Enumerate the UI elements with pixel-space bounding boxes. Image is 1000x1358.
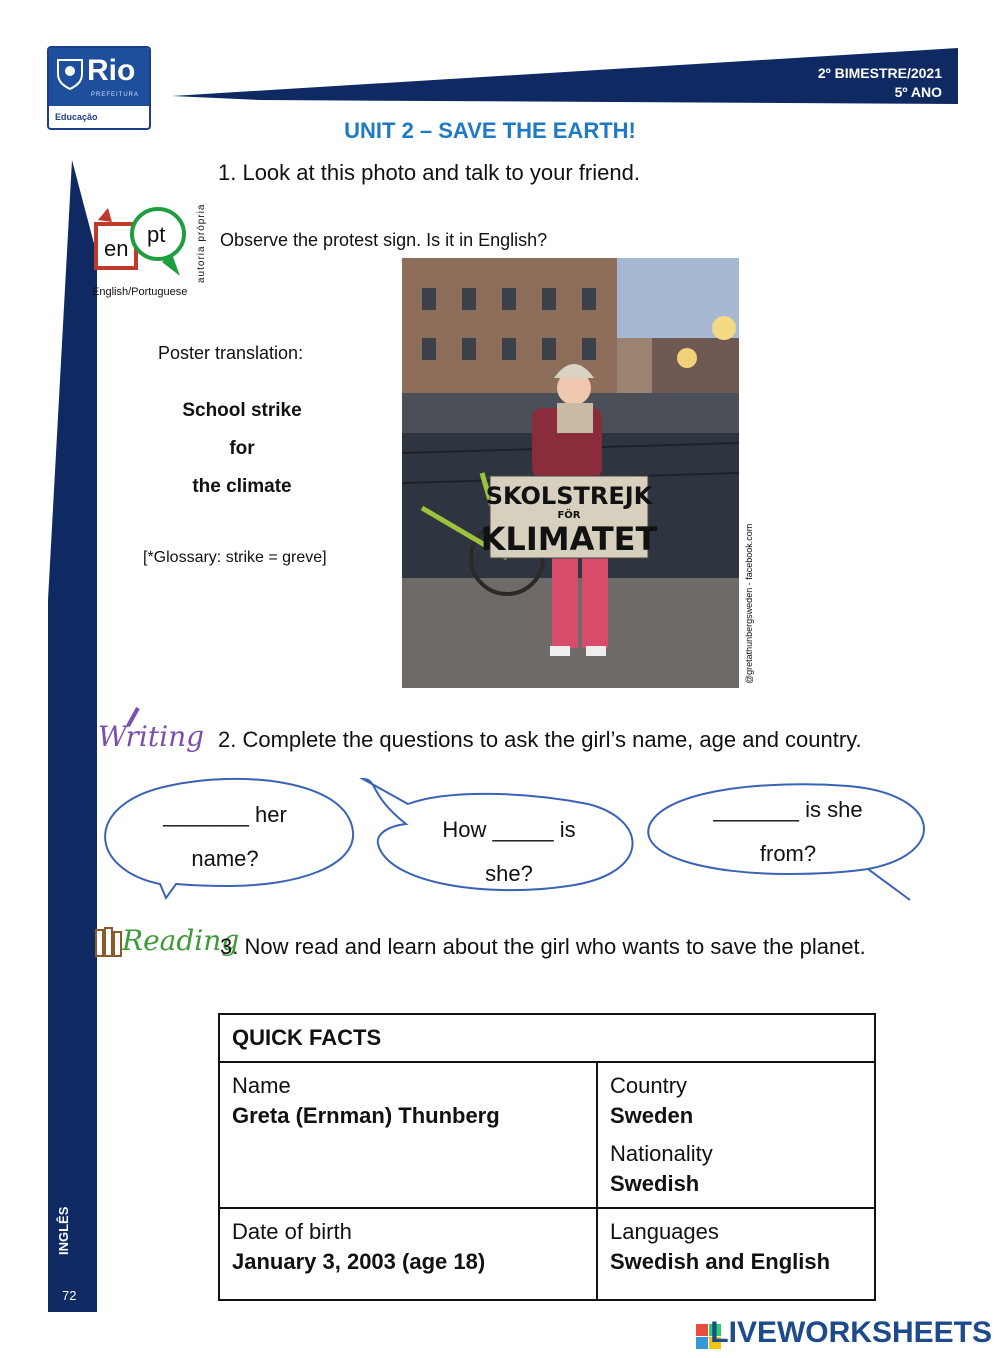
dob-value: January 3, 2003 (age 18)	[232, 1249, 486, 1274]
autoria-label: autoria própria	[196, 203, 207, 283]
quick-facts-table	[218, 1013, 876, 1301]
sign-line-1: SKOLSTREJK	[485, 482, 653, 510]
en-label: en	[104, 236, 129, 261]
city-crest-icon	[55, 56, 85, 90]
icon-caption: English/Portuguese	[92, 286, 188, 298]
name-value: Greta (Ernman) Thunberg	[232, 1103, 500, 1128]
bubble-3-line-1: _______ is she	[713, 797, 863, 822]
footer-brand: LIVEWORKSHEETS	[710, 1316, 992, 1349]
bimestre-label: 2º BIMESTRE/2021	[817, 65, 942, 81]
poster-line-3: the climate	[192, 476, 292, 497]
bubble-3-line-2: from?	[759, 841, 817, 866]
poster-line-2: for	[229, 438, 255, 459]
poster-line-1: School strike	[182, 400, 302, 421]
languages-value: Swedish and English	[610, 1249, 831, 1274]
bubble-2-line-2: she?	[485, 861, 533, 886]
country-value: Sweden	[610, 1103, 694, 1128]
bubble-1-line-1: _______ her	[163, 802, 287, 827]
dob-cell	[219, 1208, 597, 1300]
grade-label: 5º ANO	[894, 84, 942, 100]
unit-title: UNIT 2 – SAVE THE EARTH!	[344, 118, 636, 143]
en-pt-speech-icon	[90, 204, 200, 286]
pt-label: pt	[147, 222, 166, 247]
languages-cell	[597, 1208, 875, 1300]
bubble-1-text	[130, 793, 320, 881]
logo-education-label: Educação	[55, 112, 98, 122]
bubble-1-line-2: name?	[191, 846, 259, 871]
section1-instruction: 1. Look at this photo and talk to your friend.	[218, 160, 640, 185]
glossary-note: [*Glossary: strike = greve]	[143, 549, 327, 566]
nationality-value: Swedish	[610, 1171, 700, 1196]
languages-label: Languages	[610, 1219, 719, 1244]
name-cell	[219, 1062, 597, 1208]
page-number: 72	[62, 1288, 77, 1303]
section2-instruction: 2. Complete the questions to ask the girl’s name, age and country.	[218, 727, 862, 752]
header-period	[818, 64, 942, 102]
country-label: Country	[610, 1073, 688, 1098]
photo-credit: @gretathunbergsweden - facebook.com	[744, 523, 754, 684]
bubble-3-text	[688, 788, 888, 876]
logo-word: Rio	[87, 54, 136, 87]
nationality-label: Nationality	[610, 1141, 713, 1166]
section1-question: Observe the protest sign. Is it in English?	[220, 230, 548, 250]
poster-translation-label: Poster translation:	[158, 343, 304, 363]
sign-line-3: KLIMATET	[480, 520, 658, 558]
dob-label: Date of birth	[232, 1219, 352, 1244]
bubble-2-line-1: How _____ is	[442, 817, 576, 842]
subject-label: INGLÊS	[56, 1206, 71, 1255]
bubble-2-text	[414, 808, 604, 896]
name-label: Name	[232, 1073, 291, 1098]
writing-label: Writing	[98, 720, 205, 753]
sign-line-2: FÖR	[557, 510, 581, 521]
books-icon	[94, 926, 124, 960]
logo-subtitle: PREFEITURA	[91, 92, 140, 98]
section3-instruction: 3. Now read and learn about the girl who wants to save the planet.	[220, 934, 866, 959]
quick-facts-title: QUICK FACTS	[219, 1014, 875, 1062]
protest-photo	[402, 258, 739, 688]
country-cell	[597, 1062, 875, 1208]
reading-label: Reading	[122, 924, 240, 957]
